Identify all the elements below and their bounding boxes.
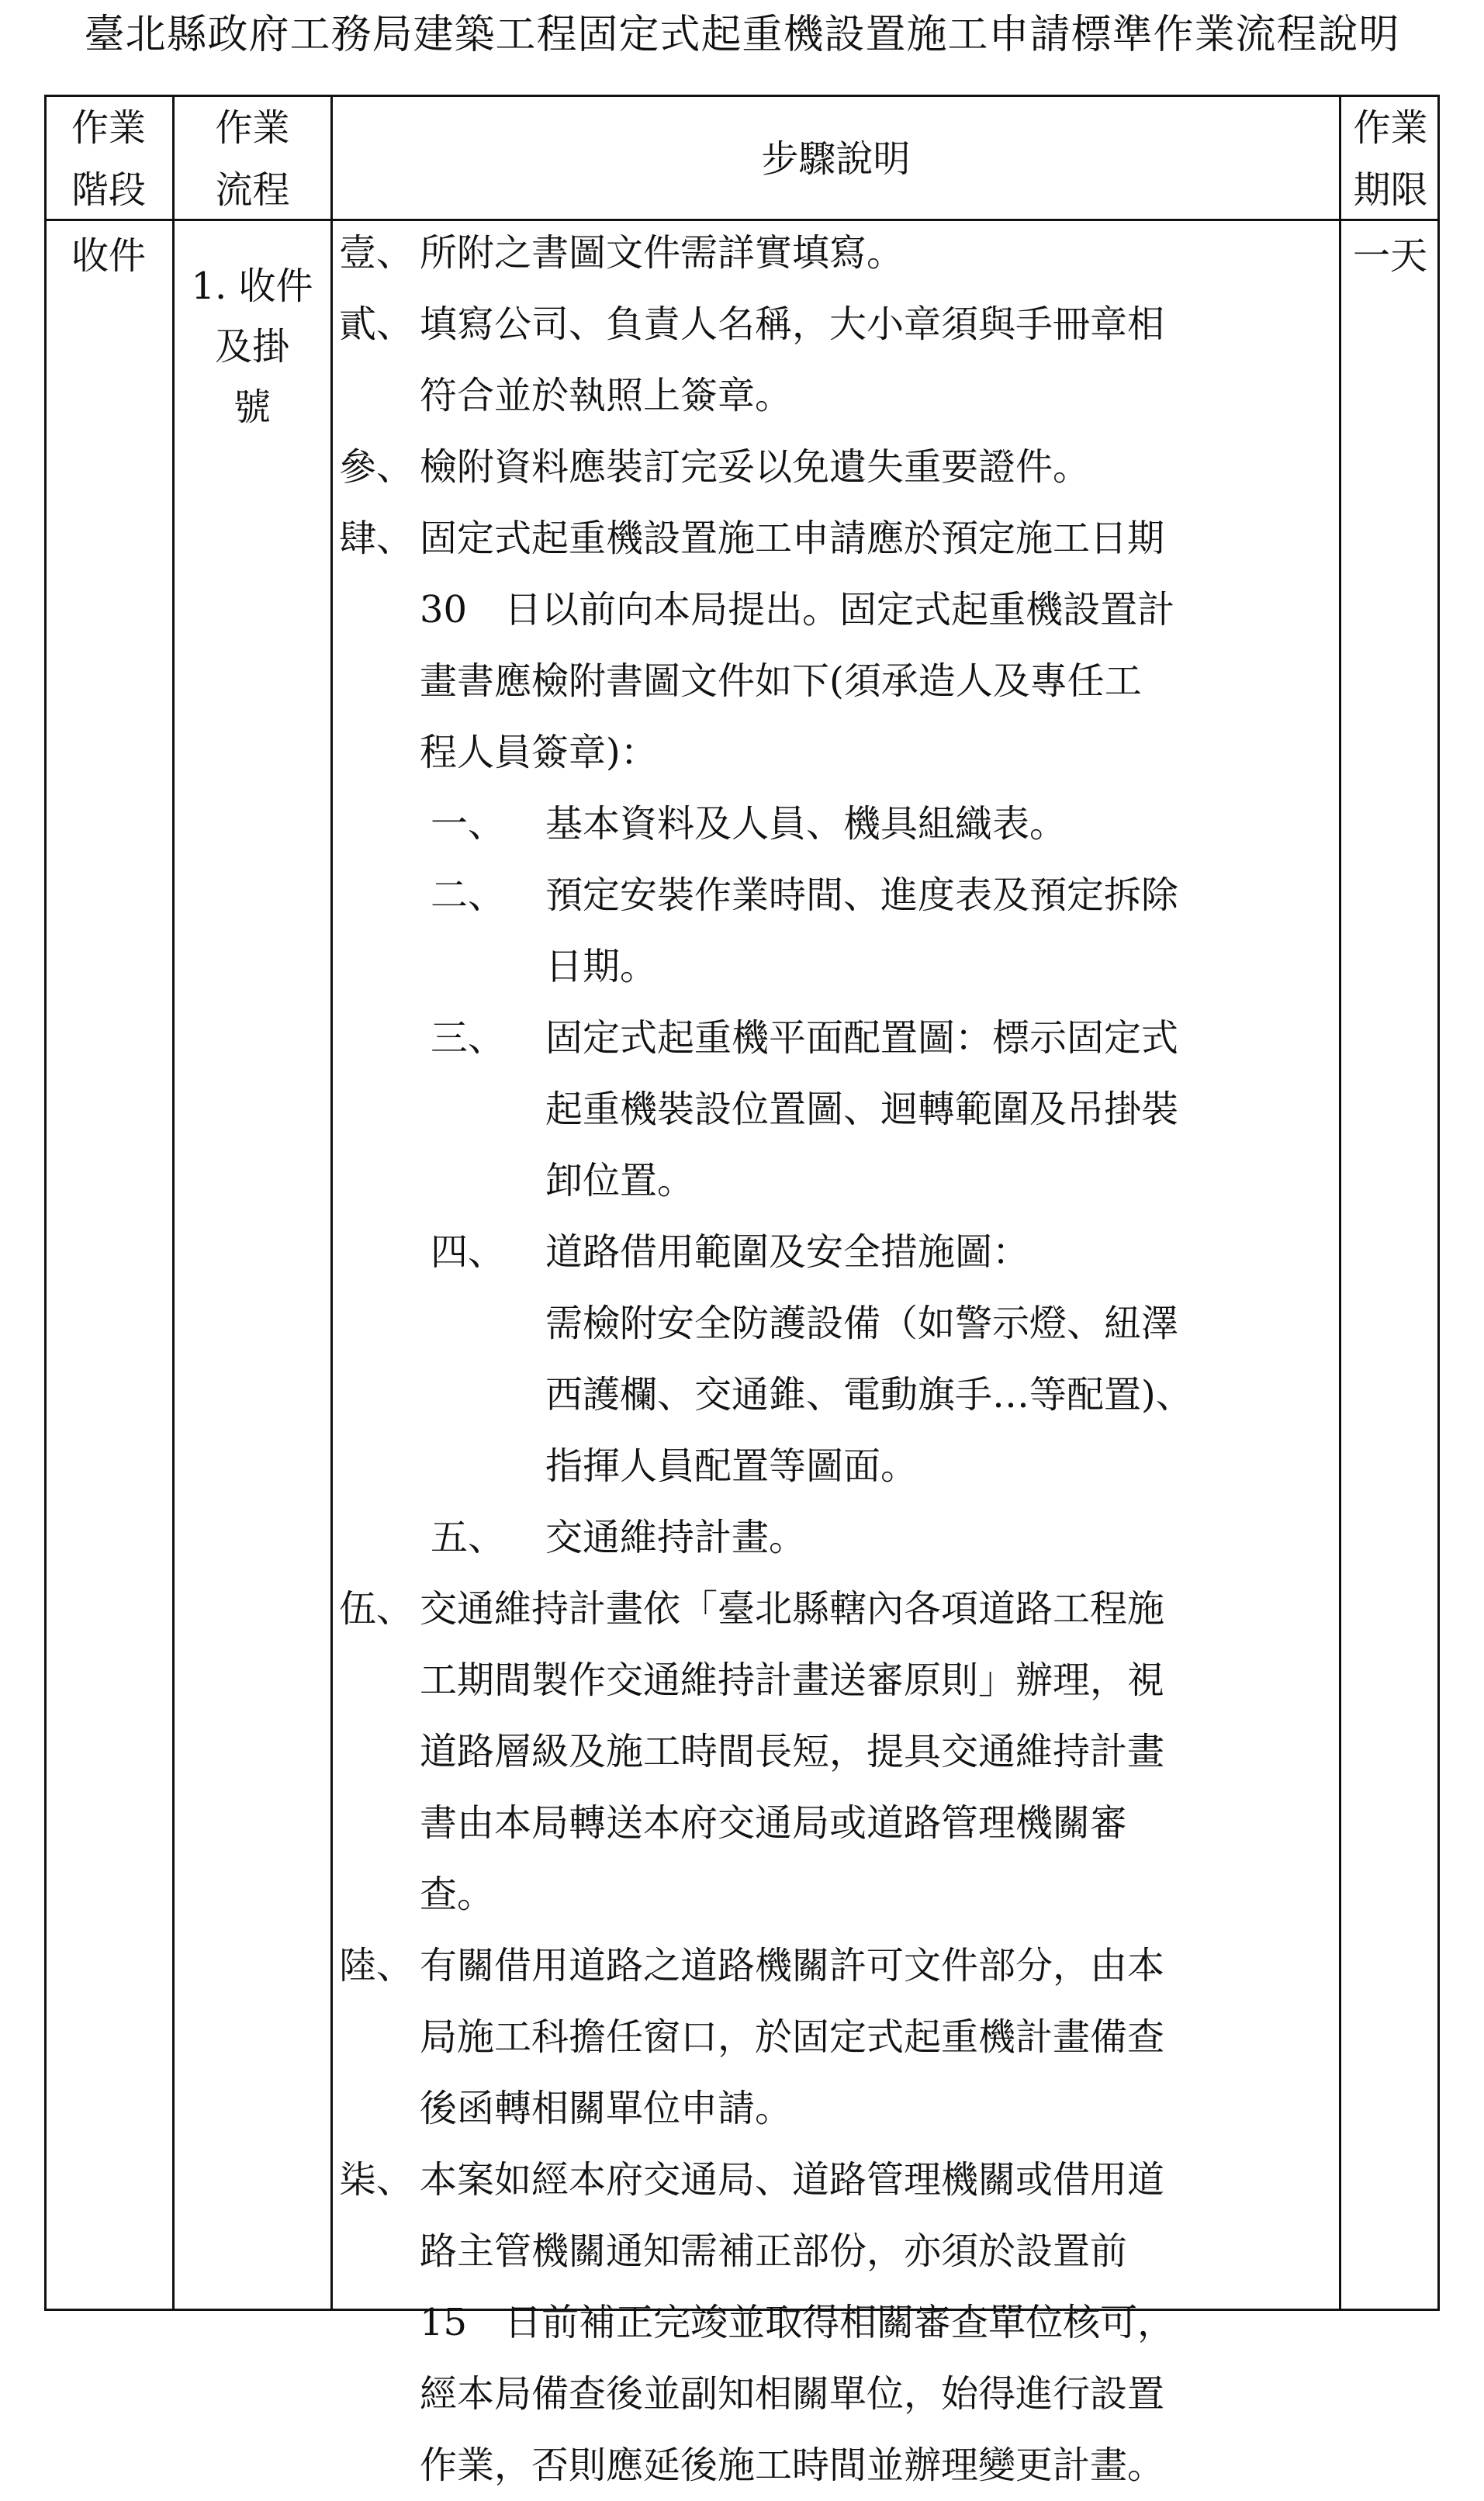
substep-item: 三、 固定式起重機平面配置圖：標示固定式 — [431, 1016, 1179, 1060]
steps-body — [339, 217, 1336, 2501]
step-item: 陸、 有關借用道路之道路機關許可文件部分，由本 — [339, 1944, 1165, 1987]
step-line: 後函轉相關單位申請。 — [420, 2087, 793, 2130]
step-line: 符合並於執照上簽章。 — [420, 374, 793, 417]
substep-line: 西護欄、交通錐、電動旗手…等配置)、 — [545, 1373, 1193, 1417]
step-line: 書由本局轉送本府交通局或道路管理機關審 — [420, 1801, 1128, 1845]
step-line: 道路層級及施工時間長短，提具交通維持計畫 — [420, 1730, 1165, 1773]
step-line: 30 日以前向本局提出。固定式起重機設置計 — [420, 588, 1175, 631]
step-line: 15 日前補正完竣並取得相關審查單位核可， — [420, 2301, 1175, 2344]
step-line: 程人員簽章)： — [420, 731, 658, 774]
period-cell: 一天 — [1352, 234, 1427, 278]
substep-item: 一、 基本資料及人員、機具組織表。 — [431, 802, 1067, 846]
stage-cell: 收件 — [71, 234, 146, 278]
step-item: 參、 檢附資料應裝訂完妥以免遺失重要證件。 — [339, 445, 1091, 489]
substep-line: 需檢附安全防護設備（如警示燈、紐澤 — [545, 1302, 1179, 1345]
column-divider — [1339, 95, 1341, 2311]
substep-item: 四、 道路借用範圍及安全措施圖： — [431, 1230, 1030, 1274]
step-item: 貳、 填寫公司、負責人名稱，大小章須與手冊章相 — [339, 303, 1165, 346]
substep-item: 二、 預定安裝作業時間、進度表及預定拆除 — [431, 873, 1179, 917]
step-line: 作業，否則應延後施工時間並辦理變更計畫。 — [420, 2444, 1165, 2487]
step-item: 肆、 固定式起重機設置施工申請應於預定施工日期 — [339, 517, 1165, 560]
substep-line: 指揮人員配置等圖面。 — [545, 1444, 918, 1488]
step-item: 柒、 本案如經本府交通局、道路管理機關或借用道 — [339, 2158, 1165, 2202]
document-title: 臺北縣政府工務局建築工程固定式起重機設置施工申請標準作業流程說明 — [84, 12, 1400, 58]
header-stage: 作業 階段 — [71, 106, 146, 212]
header-steps: 步驟說明 — [761, 137, 911, 181]
column-divider — [330, 95, 333, 2311]
substep-line: 卸位置。 — [545, 1159, 695, 1202]
step-line: 經本局備查後並副知相關單位，始得進行設置 — [420, 2372, 1165, 2416]
step-line: 畫書應檢附書圖文件如下(須承造人及專任工 — [420, 659, 1142, 703]
substep-line: 日期。 — [545, 945, 658, 988]
substep-line: 起重機裝設位置圖、迴轉範圍及吊掛裝 — [545, 1088, 1179, 1131]
step-line: 查。 — [420, 1873, 495, 1916]
flow-cell: 1. 收件 及掛 號 — [191, 265, 313, 429]
substep-item: 五、 交通維持計畫。 — [431, 1516, 807, 1559]
step-item: 壹、 所附之書圖文件需詳實填寫。 — [339, 231, 905, 275]
header-flow: 作業 流程 — [215, 106, 290, 212]
step-line: 路主管機關通知需補正部份，亦須於設置前 — [420, 2229, 1128, 2273]
step-line: 工期間製作交通維持計畫送審原則」辦理，視 — [420, 1659, 1165, 1702]
header-period: 作業 期限 — [1353, 106, 1428, 212]
step-item: 伍、 交通維持計畫依「臺北縣轄內各項道路工程施 — [339, 1587, 1165, 1631]
step-line: 局施工科擔任窗口，於固定式起重機計畫備查 — [420, 2015, 1165, 2059]
